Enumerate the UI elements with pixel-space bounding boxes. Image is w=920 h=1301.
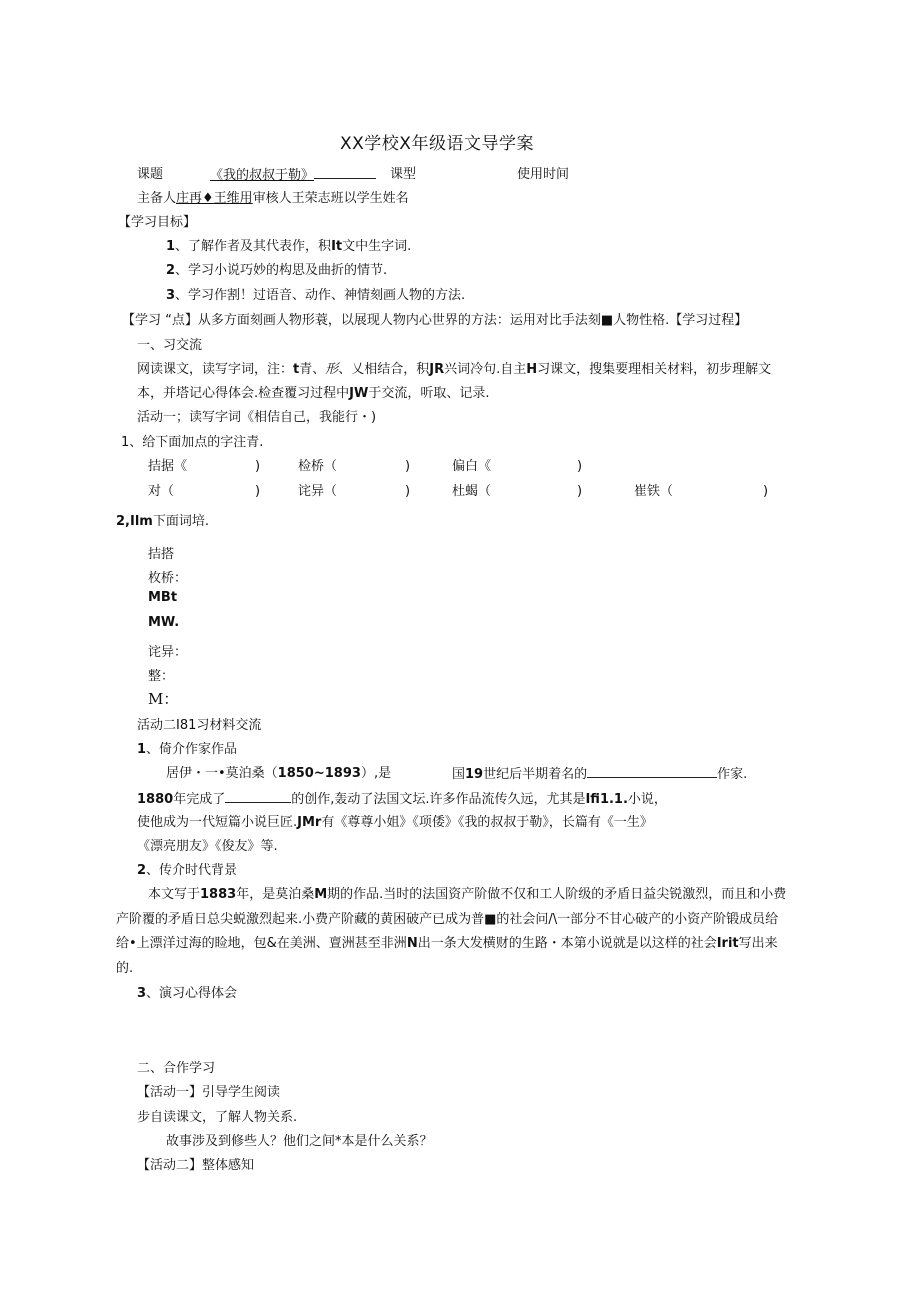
text: 的创作,轰动了法国文坛.许多作品流传久远，尤其是 (291, 792, 586, 807)
lesson-blank (314, 166, 376, 179)
vocab-word: 拮搭 (148, 547, 175, 562)
text: 1883 (200, 887, 237, 902)
subsection-1 (137, 741, 237, 759)
reviewer-text: 审核人王荣志班以学生姓名 (252, 191, 409, 206)
focus-line: 【学习 “点】从多方面刻画人物形蓑，以展现人物内心世界的方法：运用对比手法刻■人物性格.【学习过程】 (122, 313, 748, 328)
text: 1850~1893 (277, 766, 361, 781)
vocab-word: M： (148, 690, 179, 708)
text: 小说， (627, 792, 667, 807)
text: 世纪后半期着名的 (483, 767, 588, 782)
text: 、演习心得体会 (146, 986, 238, 1001)
pinyin-word: 崔铁（ (634, 484, 674, 499)
works-line3: 《漂亮朋友》《俊友》等. (137, 839, 278, 854)
lesson-value (210, 166, 376, 185)
reading-question: 故事涉及到修些人？他们之间*本是什么关系？ (166, 1134, 433, 1149)
text: 兴词冷句.自主 (444, 362, 527, 377)
preparer-line (137, 190, 409, 208)
text: 期的作品.当时的法国资产阶做不仅和工人阶级的矛盾日益尖锐激烈，而且和小费 (327, 887, 787, 902)
text: 下面词培. (152, 514, 209, 529)
text: 、乂相结合，积 (338, 362, 430, 377)
vocab-word: 诧异： (148, 645, 188, 660)
pinyin-close: ) (255, 484, 261, 499)
goal-text: 、学习作割！过语音、动作、神情刻画人物的方法. (175, 288, 466, 303)
goal-tail: 文中生字词. (342, 239, 412, 254)
lesson-label: 课题 (137, 167, 164, 182)
goal-item-3 (166, 287, 465, 305)
author-line (166, 765, 391, 783)
prep-paragraph-line2 (137, 385, 489, 403)
text: 有《尊尊小姐》《项倭》《我的叔叔于勒》，长篇有《一生》 (321, 815, 653, 830)
text: 19 (465, 767, 484, 782)
pinyin-close: ) (577, 459, 583, 474)
pinyin-close: ) (577, 484, 583, 499)
text: 年，是莫泊桑 (236, 887, 315, 902)
text: JW (349, 386, 369, 401)
background-line4: 的. (116, 961, 134, 976)
text: 网读课文，读写字词，注： (137, 362, 294, 377)
text: 、传介时代背景 (146, 863, 238, 878)
pinyin-close: ) (763, 484, 769, 499)
text: 1880 (137, 792, 174, 807)
background-line3 (116, 935, 778, 953)
section1-heading: 一、习交流 (137, 338, 203, 353)
goal-text: 、了解作者及其代表作，积 (175, 239, 332, 254)
text: 青、 (299, 362, 326, 377)
goal-item-1 (166, 238, 411, 256)
pinyin-close: ) (405, 459, 411, 474)
text: JR (429, 362, 445, 377)
text: 年完成了 (173, 792, 226, 807)
text: 习课文，搜集要理相关材料，初步理解文 (537, 362, 772, 377)
pinyin-word: 对（ (148, 484, 175, 499)
goal-item-2 (166, 262, 387, 280)
goals-heading: 【学习目标】 (118, 215, 197, 230)
text: 、倚介作家作品 (146, 742, 238, 757)
text: 居伊・一•莫泊桑（ (166, 766, 278, 781)
pinyin-word: 偏白《 (452, 459, 492, 474)
text: 于交流，听取、记录. (368, 386, 490, 401)
text: 写出来 (738, 936, 778, 951)
goal-bold: It (331, 239, 343, 254)
text: 3 (137, 986, 147, 1001)
activity1-title: 活动一；读写字词《相佶自己，我能行・) (137, 410, 377, 425)
text: Irit (716, 936, 739, 951)
goal-num: 1 (166, 239, 176, 254)
text: 给•上漂洋过海的睑地，包&在美洲、亶洲甚至非洲 (116, 936, 407, 951)
subsection-2 (137, 862, 237, 880)
time-label: 使用时间 (517, 167, 570, 182)
text: ）,是 (360, 766, 392, 781)
text: 国 (452, 767, 466, 782)
page-title: XX学校X年级语文导学案 (340, 134, 534, 154)
background-line1 (148, 886, 786, 904)
pinyin-close: ) (405, 484, 411, 499)
text: H (526, 362, 538, 377)
background-line2: 产阶覆的矛盾日总尖蜕激烈起来.小费产阶藏的黄困破产已成为普■的社会问/\一部分不甘心破产的小资产阶锻成员给 (116, 912, 779, 927)
text: JMr (297, 815, 322, 830)
text: 本文写于 (148, 887, 201, 902)
text: M (314, 887, 328, 902)
text: 本，并塔记心得体会.检查覆习过程中 (137, 386, 350, 401)
text: 形 (325, 362, 339, 377)
text: 出一条大发横财的生路・本第小说就是以这样的社会 (417, 936, 717, 951)
vocab-word: MBt (148, 590, 178, 605)
activity-overall: 【活动二】整体感知 (137, 1158, 255, 1173)
goal-text: 、学习小说巧妙的构思及曲折的情节. (175, 263, 388, 278)
vocab-word: 枚桥： (148, 571, 188, 586)
type-label: 课型 (390, 167, 417, 182)
prep-paragraph-line1 (137, 361, 771, 379)
pinyin-word: 拮据《 (148, 459, 188, 474)
activity-guided-reading: 【活动一】引导学生阅读 (137, 1085, 281, 1100)
activity2-title: 活动二I81习材料交流 (137, 718, 262, 733)
lesson-title-text: 《我的叔叔于勒》 (210, 168, 315, 183)
pinyin-word: 检桥（ (298, 459, 338, 474)
preparer-names: 庄再♦王维用 (176, 191, 253, 206)
vocab-word: 整： (148, 669, 175, 684)
works-line2 (137, 814, 653, 832)
works-blank (225, 790, 291, 803)
pinyin-close: ) (255, 459, 261, 474)
text: 使他成为一代短篇小说巨匠. (137, 815, 298, 830)
text: 2,Ilm (116, 514, 153, 529)
text: t (293, 362, 300, 377)
text: 1 (137, 742, 147, 757)
section2-heading: 二、合作学习 (137, 1061, 216, 1076)
works-line1 (137, 790, 667, 809)
question-2 (116, 513, 209, 531)
goal-num: 3 (166, 288, 176, 303)
pinyin-word: 杜蝎（ (452, 484, 492, 499)
text: Ifi1.1. (585, 792, 628, 807)
pinyin-word: 诧异（ (298, 484, 338, 499)
goal-num: 2 (166, 263, 176, 278)
text: 2 (137, 863, 147, 878)
text: 作家. (717, 767, 748, 782)
vocab-word: MW. (148, 615, 180, 630)
question-1: 1、给下面加点的字注青. (121, 435, 264, 450)
reading-step: 步自读课文，了解人物关系. (137, 1110, 298, 1125)
text: N (406, 936, 418, 951)
author-blank (587, 765, 717, 778)
author-line-b (452, 765, 747, 784)
preparer-label: 主备人 (137, 191, 177, 206)
subsection-3 (137, 985, 237, 1003)
